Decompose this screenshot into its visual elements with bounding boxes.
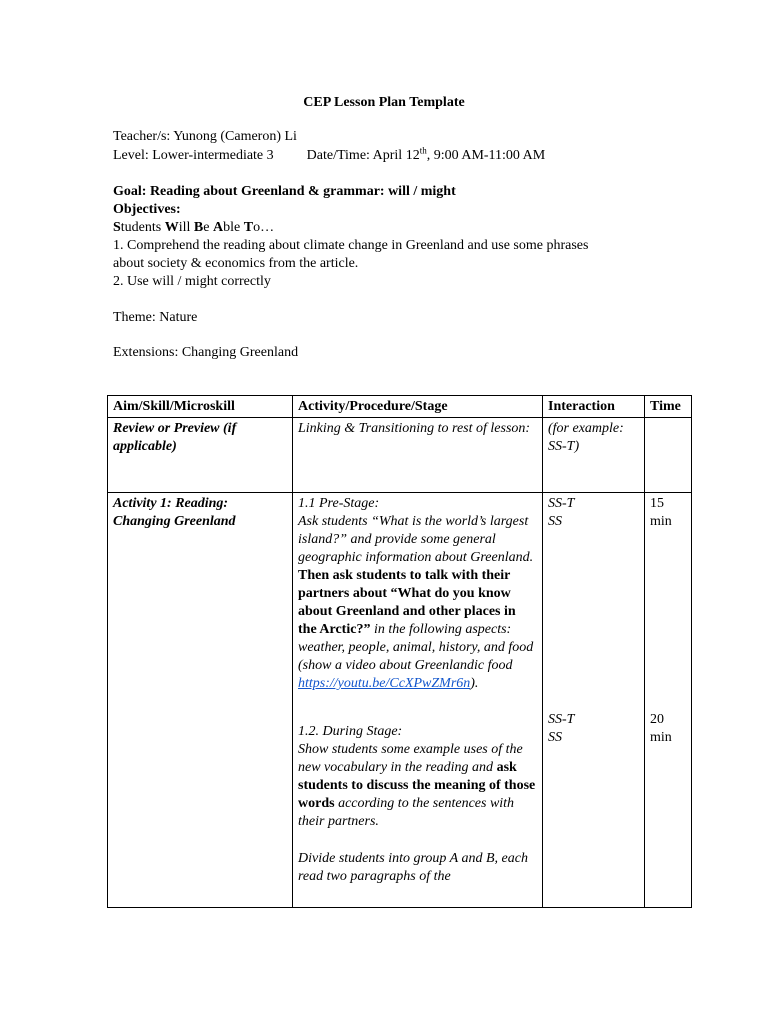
review-aim: Review or Preview (if applicable) <box>108 418 293 493</box>
table-row <box>108 418 692 493</box>
header-time: Time <box>645 396 692 418</box>
swbat-line: Students Will Be Able To… <box>113 220 275 235</box>
teacher-line: Teacher/s: Yunong (Cameron) Li <box>113 129 297 144</box>
lesson-plan-table <box>107 395 692 908</box>
level-text: Level: Lower-intermediate 3 <box>113 148 274 163</box>
during-stage-text: Show students some example uses of the new vocabulary in the reading and ask students to discuss the meaning of those words according to the sentences with their partners. <box>298 742 536 829</box>
header-interaction: Interaction <box>543 396 645 418</box>
objective-1a: 1. Comprehend the reading about climate change in Greenland and use some phrases <box>113 238 589 253</box>
header-activity: Activity/Procedure/Stage <box>293 396 543 418</box>
objective-1b: about society & economics from the article. <box>113 256 359 271</box>
level-date-line <box>113 147 545 164</box>
header-aim: Aim/Skill/Microskill <box>108 396 293 418</box>
during-stage-heading: 1.2. During Stage: <box>298 724 403 739</box>
activity1-procedure <box>293 493 543 908</box>
date-text: Date/Time: April 12th, 9:00 AM-11:00 AM <box>306 145 546 163</box>
review-time <box>645 418 692 493</box>
goal-line: Goal: Reading about Greenland & grammar: will / might <box>113 184 456 199</box>
table-row <box>108 493 692 908</box>
extensions-line: Extensions: Changing Greenland <box>113 345 299 360</box>
theme-line: Theme: Nature <box>113 310 198 325</box>
objective-2: 2. Use will / might correctly <box>113 274 271 289</box>
pre-stage-text: Ask students “What is the world’s largest island?” and provide some general geographic information about Greenland. Then ask students to talk with their partners about “What do you know about Greenland and other places in the Arctic?” in the following aspects: weather, people, animal, history, and food (show a video about Greenlandic food https://youtu.be/CcXPwZMr6n). <box>298 514 534 691</box>
activity1-interaction: SS-T SS SS-T SS <box>543 493 645 908</box>
activity1-aim: Activity 1: Reading: Changing Greenland <box>108 493 293 908</box>
activity1-time: 15 min 20 min <box>645 493 692 908</box>
table-header-row <box>108 396 692 418</box>
review-interaction: (for example: SS-T) <box>543 418 645 493</box>
video-link[interactable]: https://youtu.be/CcXPwZMr6n <box>298 676 471 691</box>
pre-stage-heading: 1.1 Pre-Stage: <box>298 496 380 511</box>
divide-text: Divide students into group A and B, each read two paragraphs of the <box>298 851 528 884</box>
doc-title: CEP Lesson Plan Template <box>303 95 465 110</box>
objectives-label: Objectives: <box>113 202 181 217</box>
review-activity: Linking & Transitioning to rest of lesson: <box>293 418 543 493</box>
